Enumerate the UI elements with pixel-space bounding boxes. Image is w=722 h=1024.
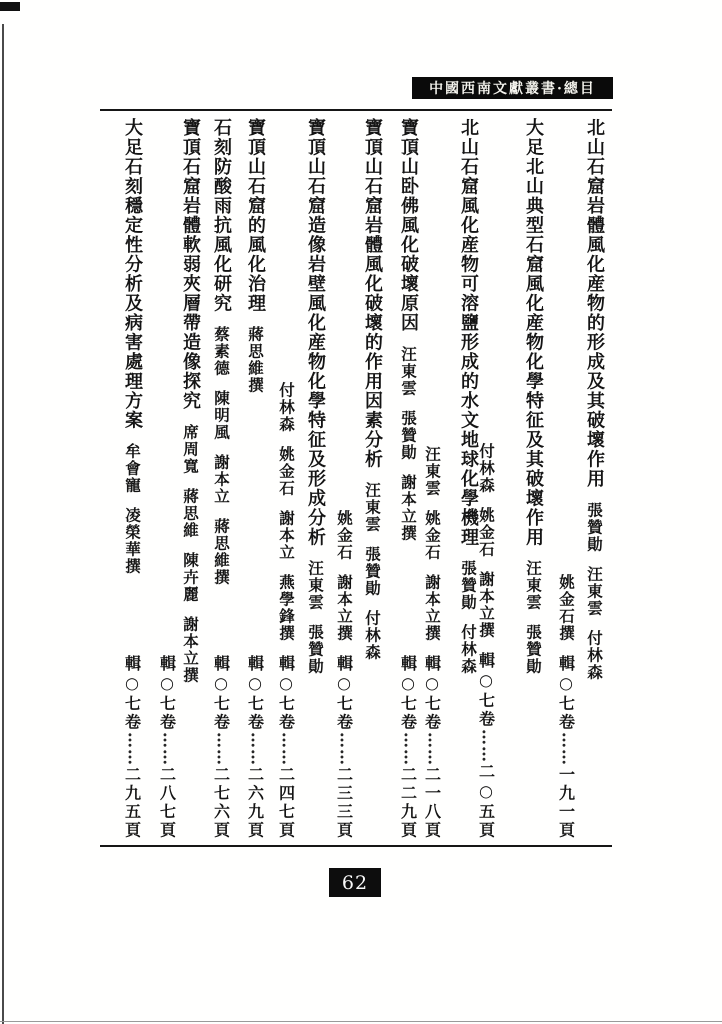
toc-entry-title-line [300, 118, 330, 840]
volume-label: 輯○七卷 [556, 655, 576, 732]
entry-author: 汪東雲 [423, 446, 442, 497]
leader-dots: …… [478, 729, 498, 763]
entry-page-number: 二一八頁 [422, 766, 442, 840]
entry-author: 燕學鋒撰 [277, 574, 296, 642]
page-reference [333, 655, 356, 840]
volume-label: 輯○七卷 [398, 655, 418, 732]
entry-author: 謝本立撰 [399, 473, 418, 542]
entry-title: 北山石窟風化産物可溶鹽形成的水文地球化學機理 [458, 118, 479, 547]
entry-page-number: 一九一頁 [556, 766, 576, 840]
entry-author: 張贊勛 [306, 624, 325, 675]
entry-page-number: 二九五頁 [122, 766, 142, 840]
entry-author: 姚金石 [477, 507, 496, 558]
entry-author: 謝本立撰 [477, 571, 496, 639]
entry-page-number: 二六九頁 [245, 766, 265, 840]
entry-title: 寶頂山卧佛風化破壞原因 [398, 118, 419, 333]
entry-author: 謝本立撰 [335, 574, 354, 642]
entry-author: 謝本立 [277, 510, 296, 561]
toc-entry-continuation-line [271, 118, 301, 840]
entry-author: 汪東雲 [524, 560, 543, 611]
leader-dots: …… [124, 732, 144, 766]
page-reference [121, 655, 144, 840]
volume-label: 輯○七卷 [211, 655, 231, 732]
volume-label: 輯○七卷 [157, 655, 177, 732]
toc-entry-title-line [206, 118, 236, 840]
entry-title: 寶頂石窟岩體軟弱夾層帶造像探究 [180, 118, 201, 411]
entry-title: 大足北山典型石窟風化産物化學特征及其破壞作用 [523, 118, 544, 547]
entry-author: 付林森 [277, 382, 296, 433]
leader-dots: …… [278, 732, 298, 766]
leader-dots: …… [247, 732, 267, 766]
page-number: 62 [341, 871, 369, 894]
page-number-badge [329, 868, 381, 897]
entry-author: 付林森 [363, 610, 382, 661]
leader-dots: …… [213, 732, 233, 766]
toc-entry-title-line [518, 118, 548, 840]
leader-dots: …… [558, 732, 578, 766]
volume-label: 輯○七卷 [422, 655, 442, 732]
page-reference [397, 655, 420, 840]
toc-entry-title-line [117, 118, 147, 840]
page-reference [421, 655, 444, 840]
entry-author: 姚金石撰 [557, 574, 576, 642]
entry-author: 汪東雲 [306, 560, 325, 611]
entry-author: 謝本立撰 [423, 574, 442, 642]
entry-author: 謝本立 [212, 454, 231, 505]
toc-entry-title-line [393, 118, 423, 840]
entry-author: 姚金石 [277, 446, 296, 497]
toc-entry-title-line [240, 118, 270, 840]
entry-author: 凌榮華撰 [123, 507, 142, 575]
entry-author: 蔡素德 [212, 326, 231, 377]
toc-entry-continuation-line [152, 118, 182, 840]
entry-author: 汪東雲 [585, 565, 604, 617]
entry-author: 蔣思維撰 [212, 518, 231, 586]
entry-author: 陳明風 [212, 390, 231, 441]
entry-page-number: 二七六頁 [211, 766, 231, 840]
entry-title: 寶頂山石窟的風化治理 [245, 118, 266, 313]
toc-entry-title-line [357, 118, 387, 840]
entry-title: 大足石刻穩定性分析及病害處理方案 [122, 118, 143, 430]
entry-author: 付林森 [459, 624, 478, 675]
entry-author: 姚金石 [335, 510, 354, 561]
leader-dots: …… [424, 732, 444, 766]
leader-dots: …… [336, 732, 356, 766]
volume-label: 輯○七卷 [334, 655, 354, 732]
entry-author: 張贊勛 [524, 624, 543, 675]
volume-label: 輯○七卷 [122, 655, 142, 732]
page-reference [210, 655, 233, 840]
entry-author: 汪東雲 [363, 482, 382, 533]
toc-entry-continuation-line [329, 118, 359, 840]
page-reference [555, 655, 578, 840]
entry-author: 席周寬 [181, 423, 200, 475]
leader-dots: …… [400, 732, 420, 766]
entry-title: 北山石窟岩體風化産物的形成及其破壞作用 [584, 118, 605, 489]
entry-author: 張贊勛 [363, 546, 382, 597]
entry-page-number: 二三三頁 [334, 766, 354, 840]
entry-page-number: 二○五頁 [476, 763, 496, 840]
toc-entry-title-line [453, 118, 483, 840]
entry-author: 張贊勛 [459, 560, 478, 611]
page-reference [244, 655, 267, 840]
entry-author: 牟會寵 [123, 443, 142, 494]
entry-page-number: 二二九頁 [398, 766, 418, 840]
entry-author: 張贊勛 [585, 501, 604, 553]
volume-label: 輯○七卷 [245, 655, 265, 732]
series-header-title: 中國西南文獻叢書·總目 [429, 81, 596, 97]
entry-author: 汪東雲 [399, 345, 418, 397]
entry-author: 蔣思維 [181, 487, 200, 539]
entry-author: 付林森 [477, 443, 496, 494]
volume-label: 輯○七卷 [276, 655, 296, 732]
entry-title: 石刻防酸雨抗風化研究 [211, 118, 232, 313]
toc-entry-title-line [579, 118, 609, 840]
entry-author: 謝本立撰 [181, 615, 200, 684]
volume-label: 輯○七卷 [476, 652, 496, 729]
page-reference [275, 655, 298, 840]
entry-author: 張贊勛 [399, 409, 418, 461]
page-reference [156, 655, 179, 840]
entry-page-number: 二八七頁 [157, 766, 177, 840]
entry-title: 寶頂山石窟造像岩壁風化産物化學特征及形成分析 [305, 118, 326, 547]
entry-page-number: 二四七頁 [276, 766, 296, 840]
leader-dots: …… [159, 732, 179, 766]
entry-author: 付林森 [585, 629, 604, 681]
toc-entry-continuation-line [551, 118, 581, 840]
entry-author: 陳卉麗 [181, 551, 200, 603]
entry-author: 姚金石 [423, 510, 442, 561]
entry-title: 寶頂山石窟岩體風化破壞的作用因素分析 [362, 118, 383, 469]
entry-author: 蔣思維撰 [246, 326, 265, 394]
